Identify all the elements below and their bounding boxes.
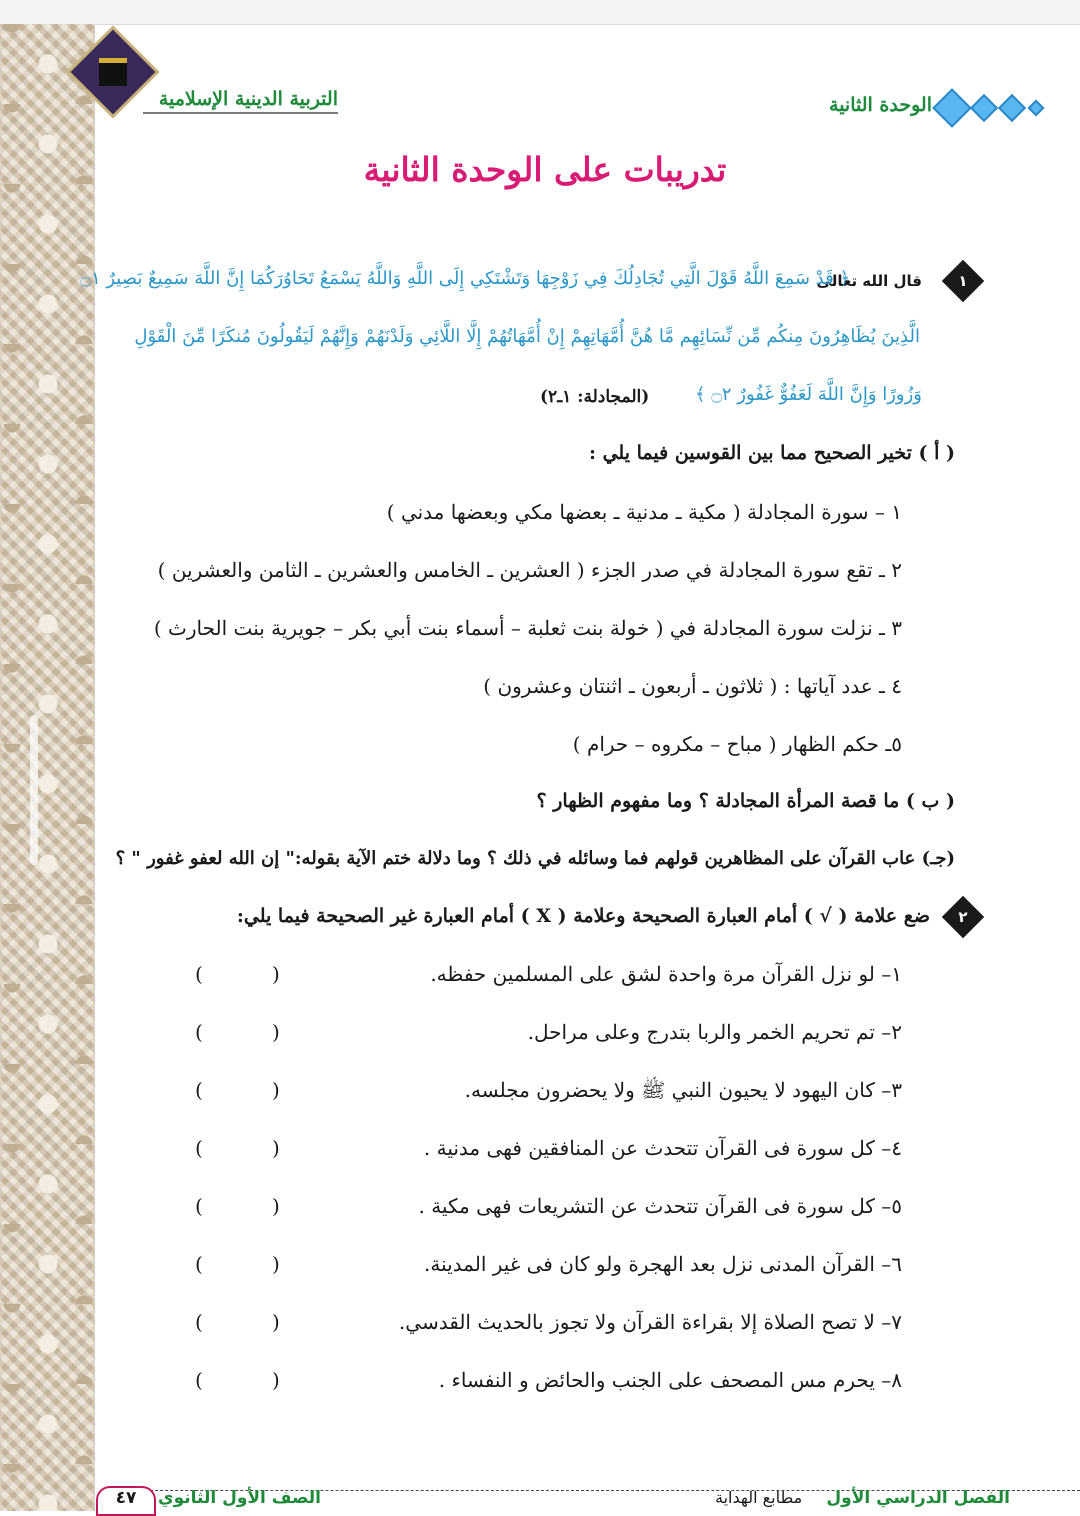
verse-line-1: ﴿ قَدْ سَمِعَ اللَّهُ قَوْلَ الَّتِي تُجَادِلُكَ فِي زَوْجِهَا وَتَشْتَكِي إِلَى اللَّهِ وَاللَّهُ يَسْمَعُ تَحَاوُرَكُمَا إِنَّ اللَّهَ سَمِيعٌ بَصِيرٌ ۝١ (80, 268, 850, 289)
question-number-badge: ٢ (942, 896, 984, 938)
answer-bracket-close: ) (272, 1020, 280, 1044)
statement: ١– لو نزل القرآن مرة واحدة لشق على المسلمين حفظه. (430, 962, 902, 986)
viewer-top-bar (0, 0, 1080, 25)
part-c-question: (جـ) عاب القرآن على المظاهرين قولهم فما وسائله في ذلك ؟ وما دلالة ختم الآية بقوله:" إن الله لعفو غفور " ؟ (115, 848, 955, 869)
footer-printer: مطابع الهداية (715, 1488, 803, 1507)
page-number: ٤٧ (96, 1486, 156, 1516)
answer-bracket-open: ( (195, 1368, 203, 1392)
answer-bracket-open: ( (195, 1194, 203, 1218)
ornamental-border (0, 24, 95, 1511)
answer-bracket-open: ( (195, 1136, 203, 1160)
answer-bracket-close: ) (272, 1252, 280, 1276)
answer-bracket-close: ) (272, 1368, 280, 1392)
answer-bracket-close: ) (272, 1078, 280, 1102)
subject-header (75, 38, 345, 118)
page-title: تدريبات على الوحدة الثانية (363, 150, 727, 189)
statement: ٢– تم تحريم الخمر والربا بتدرج وعلى مراحل. (527, 1020, 902, 1044)
answer-bracket-open: ( (195, 1252, 203, 1276)
unit-label: الوحدة الثانية (829, 94, 932, 116)
statement: ٥– كل سورة فى القرآن تتحدث عن التشريعات فهى مكية . (418, 1194, 902, 1218)
true-false-instruction: ضع علامة ( √ ) أمام العبارة الصحيحة وعلامة ( X ) أمام العبارة غير الصحيحة فيما يلي: (236, 905, 930, 927)
answer-bracket-close: ) (272, 1136, 280, 1160)
choice-item: ٤ ـ عدد آياتها : ( ثلاثون ـ أربعون ـ اثنتان وعشرون ) (483, 674, 902, 698)
question-number-badge: ١ (942, 260, 984, 302)
choice-item: ٥ـ حكم الظهار ( مباح – مكروه – حرام ) (572, 732, 902, 756)
statement: ٤– كل سورة فى القرآن تتحدث عن المنافقين فهى مدنية . (423, 1136, 902, 1160)
answer-bracket-close: ) (272, 962, 280, 986)
statement: ٧– لا تصح الصلاة إلا بقراءة القرآن ولا تجوز بالحديث القدسي. (398, 1310, 902, 1334)
footer-term: الفصل الدراسي الأول (826, 1488, 1010, 1508)
diamond-ornament-icon (934, 94, 1042, 122)
choice-item: ١ – سورة المجادلة ( مكية ـ مدنية ـ بعضها مكي وبعضها مدني ) (386, 500, 902, 524)
choice-item: ٣ ـ نزلت سورة المجادلة في ( خولة بنت ثعلبة – أسماء بنت أبي بكر – جويرية بنت الحارث ) (153, 616, 902, 640)
statement: ٦– القرآن المدنى نزل بعد الهجرة ولو كان فى غير المدينة. (424, 1252, 902, 1276)
answer-bracket-open: ( (195, 962, 203, 986)
footer-grade: الصف الأول الثانوي (158, 1488, 322, 1508)
choice-item: ٢ ـ تقع سورة المجادلة في صدر الجزء ( العشرين ـ الخامس والعشرين ـ الثامن والعشرين ) (157, 558, 902, 582)
answer-bracket-open: ( (195, 1020, 203, 1044)
answer-bracket-close: ) (272, 1310, 280, 1334)
verse-line-2: الَّذِينَ يُظَاهِرُونَ مِنكُم مِّن نِّسَائِهِم مَّا هُنَّ أُمَّهَاتِهِمْ إِنْ أُمَّهَاتُهُمْ إِلَّا اللَّائِي وَلَدْنَهُمْ وَإِنَّهُمْ لَيَقُولُونَ مُنكَرًا مِّنَ الْقَوْلِ (134, 326, 920, 347)
verse-line-3: وَزُورًا وَإِنَّ اللَّهَ لَعَفُوٌّ غَفُورٌ ۝٢ ﴾ (695, 384, 922, 405)
part-a-heading: ( أ ) تخير الصحيح مما بين القوسين فيما يلي : (588, 442, 955, 464)
subject-title: التربية الدينية الإسلامية (143, 88, 338, 114)
verse-reference: (المجادلة: ١ـ٢) (540, 387, 650, 407)
statement: ٣– كان اليهود لا يحيون النبي ﷺ ولا يحضرون مجلسه. (464, 1078, 902, 1102)
quote-intro: قال الله تعالى (816, 272, 922, 290)
statement: ٨– يحرم مس المصحف على الجنب والحائض و النفساء . (438, 1368, 902, 1392)
part-b-question: ( ب ) ما قصة المرأة المجادلة ؟ وما مفهوم الظهار ؟ (536, 790, 955, 812)
answer-bracket-open: ( (195, 1078, 203, 1102)
answer-bracket-open: ( (195, 1310, 203, 1334)
answer-bracket-close: ) (272, 1194, 280, 1218)
scroll-handle[interactable] (30, 715, 38, 865)
